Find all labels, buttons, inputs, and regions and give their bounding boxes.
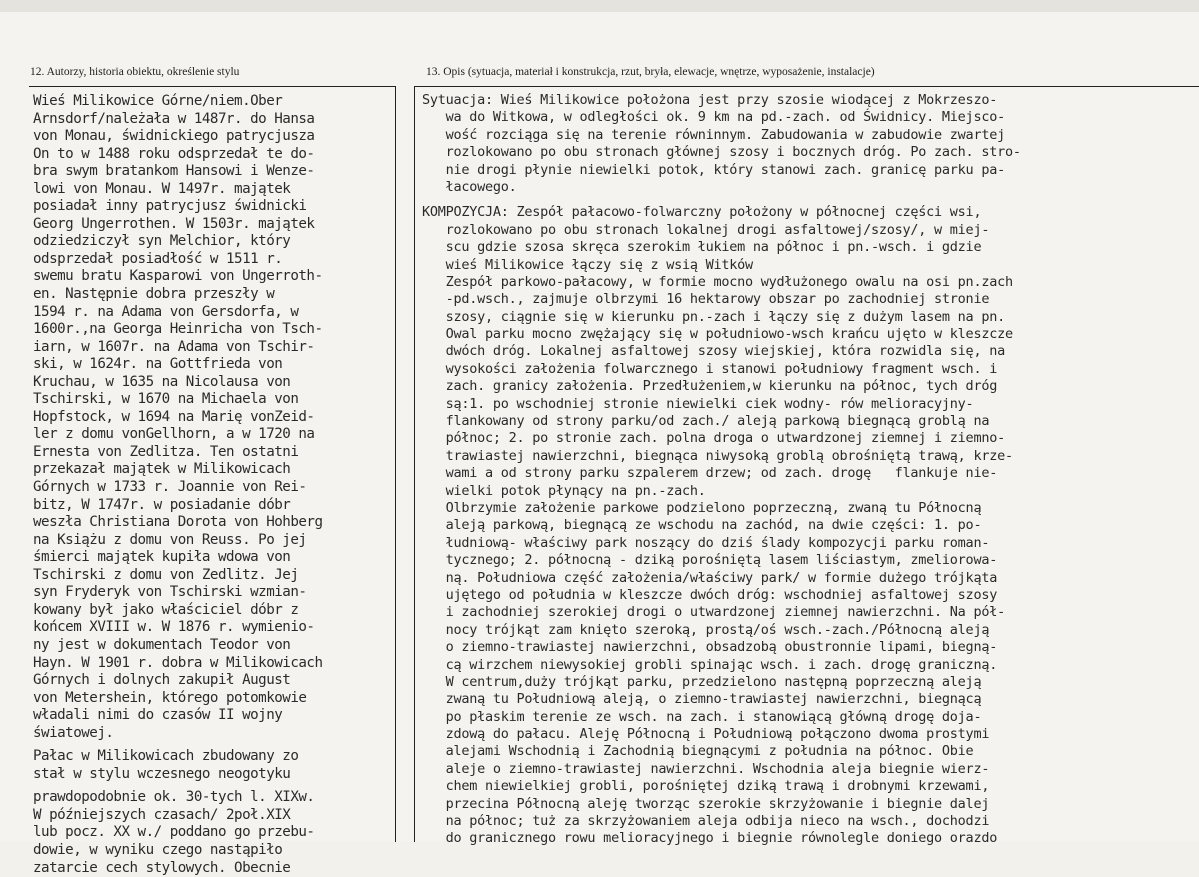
text-line: rozlokowano po obu stronach lokalnej drogi asfaltowej/szosy/, w miej- bbox=[422, 221, 990, 238]
text-line: wa do Witkowa, w odległości ok. 9 km na pd.-zach. od Świdnicy. Miejsco- bbox=[422, 109, 1005, 126]
text-line: po płaskim terenie ze wsch. na zach. i stanowiącą główną drogę doja- bbox=[422, 708, 982, 725]
text-line: W centrum,duży trójkąt parku, przedzielono następną poprzeczną aleją bbox=[422, 673, 982, 690]
text-line: władali nimi do czasów II wojny bbox=[33, 707, 283, 724]
text-line: bitz, W 1747r. w posiadanie dóbr bbox=[33, 496, 291, 513]
text-line: KOMPOZYCJA: Zespół pałacowo-folwarczny położony w północnej części wsi, bbox=[422, 204, 982, 221]
text-line: On to w 1488 roku odsprzedał te do- bbox=[33, 145, 315, 162]
text-line: wysokości założenia folwarcznego i stanowi południowy fragment wsch. i bbox=[422, 360, 998, 377]
text-line: swemu bratu Kasparowi von Ungerroth- bbox=[33, 268, 323, 285]
text-line: Ernesta von Zedlitza. Ten ostatni bbox=[33, 443, 299, 460]
text-line: bra swym bratankom Hansowi i Wenze- bbox=[33, 163, 315, 180]
text-line: stał w stylu wczesnego neogotyku bbox=[33, 765, 291, 782]
text-line: Olbrzymie założenie parkowe podzielono poprzeczną, zwaną tu Północną bbox=[422, 499, 982, 516]
text-line: dowie, w wyniku czego nastąpiło bbox=[33, 841, 283, 858]
text-line: Wieś Milikowice Górne/niem.Ober bbox=[33, 93, 283, 109]
text-line: 1600r.,na Georga Heinricha von Tsch- bbox=[33, 321, 323, 338]
text-line: ujętego od południa w kleszcze dwóch dróg: wschodniej asfaltowej szosy bbox=[422, 586, 998, 603]
text-line: zach. granicy założenia. Przedłużeniem,w kierunku na północ, tych dróg bbox=[422, 378, 998, 395]
text-line: Sytuacja: Wieś Milikowice położona jest przy szosie wiodącej z Mokrzeszo- bbox=[422, 92, 998, 108]
text-line: rozlokowano po obu stronach głównej szosy i bocznych dróg. Po zach. stro- bbox=[422, 144, 1021, 161]
text-line: nie drogi płynie niewielki potok, który stanowi zach. granicę parku pa- bbox=[422, 161, 1005, 178]
text-line: kowany był jako właściciel dóbr z bbox=[33, 601, 299, 618]
text-line: łudniową- właściwy park noszący do dziś ślady kompozycji parku roman- bbox=[422, 534, 990, 551]
text-line: iarn, w 1607r. na Adama von Tschir- bbox=[33, 338, 315, 355]
text-line: śmierci majątek kupiła wdowa von bbox=[33, 549, 291, 566]
text-line: 1594 r. na Adama von Gersdorfa, w bbox=[33, 303, 299, 320]
text-line: tycznego; 2. północną - dziką porośniętą lasem liściastym, zmeliorowa- bbox=[422, 552, 998, 569]
text-line: odziedziczył syn Melchior, który bbox=[33, 233, 291, 250]
text-line: Tschirski, w 1670 na Michaela von bbox=[33, 391, 299, 408]
text-line: światowej. bbox=[33, 724, 114, 741]
text-line: dwóch dróg. Lokalnej asfaltowej szosy wiejskiej, która rozwidla się, na bbox=[422, 343, 1005, 360]
history-paragraph-2 bbox=[33, 748, 395, 783]
text-line: von Monau, świdnickiego patrycjusza bbox=[33, 128, 315, 145]
text-line: zdową do pałacu. Aleję Północną i Południową połączono dwoma prostymi bbox=[422, 726, 990, 743]
history-text-column bbox=[33, 93, 395, 877]
text-line: -pd.wsch., zajmuje olbrzymi 16 hektarowy obszar po zachodniej stronie bbox=[422, 291, 990, 308]
text-line: Owal parku mocno zwężający się w południowo-wsch krańcu ujęto w kleszcze bbox=[422, 326, 1013, 343]
text-line: weszła Christiana Dorota von Hohberg bbox=[33, 514, 323, 531]
text-line: wielki potok płynący na pn.-zach. bbox=[422, 482, 706, 499]
text-line: Arnsdorf/należała w 1487r. do Hansa bbox=[33, 110, 315, 127]
text-line: ny jest w dokumentach Teodor von bbox=[33, 636, 291, 653]
kompozycja-paragraph bbox=[422, 204, 1197, 847]
history-paragraph-3 bbox=[33, 789, 395, 877]
section-12-label: 12. Autorzy, historia obiektu, określenie stylu bbox=[30, 66, 240, 78]
text-line: Zespół parkowo-pałacowy, w formie mocno wydłużonego owalu na osi pn.zach bbox=[422, 273, 1013, 290]
text-line: aleją parkową, biegnącą ze wschodu na zachód, na dwie części: 1. po- bbox=[422, 517, 982, 534]
text-line: Kruchau, w 1635 na Nicolausa von bbox=[33, 373, 291, 390]
text-line: W późniejszych czasach/ 2poł.XIX bbox=[33, 806, 291, 823]
text-line: do granicznego rowu melioracyjnego i biegnie równolegle doniego orazdo bbox=[422, 830, 998, 847]
text-line: zwaną tu Południową aleją, o ziemno-trawiastej nawierzchni, biegnącą bbox=[422, 691, 982, 708]
text-line: wość rozciąga się na terenie równinnym. Zabudowania w zabudowie zwartej bbox=[422, 126, 1005, 143]
text-line: prawdopodobnie ok. 30-tych l. XIXw. bbox=[33, 789, 315, 806]
text-line: wieś Milikowice łączy się z wsią Witków bbox=[422, 256, 753, 273]
text-line: Tschirski z domu von Zedlitz. Jej bbox=[33, 566, 299, 583]
text-line: ski, w 1624r. na Gottfrieda von bbox=[33, 356, 283, 373]
history-paragraph-1 bbox=[33, 93, 395, 742]
text-line: syn Fryderyk von Tschirski wzmian- bbox=[33, 584, 307, 601]
text-line: przecina Północną aleję tworząc szerokie skrzyżowanie i biegnie dalej bbox=[422, 795, 990, 812]
text-line: Hopfstock, w 1694 na Marię vonZeid- bbox=[33, 408, 315, 425]
text-line: końcem XVIII w. W 1876 r. wymienio- bbox=[33, 619, 315, 636]
text-line: aleje o ziemno-trawiastej nawierzchni. Wschodnia aleja biegnie wierz- bbox=[422, 760, 990, 777]
text-line: na północ; tuż za skrzyżowaniem aleja odbija nieco na wsch., dochodzi bbox=[422, 813, 990, 830]
text-line: przekazał majątek w Milikowicach bbox=[33, 461, 291, 478]
text-line: szosy, ciągnie się w kierunku pn.-zach i łączy się z dużym lasem na pn. bbox=[422, 308, 1005, 325]
text-line: nocy trójkąt zam knięto szeroką, prostą/oś wsch.-zach./Północną aleją bbox=[422, 621, 990, 638]
text-line: von Metershein, którego potomkowie bbox=[33, 689, 307, 706]
text-line: ną. Południowa część założenia/właściwy park/ w formie dużego trójkąta bbox=[422, 569, 998, 586]
text-line: cą wirzchem niewysokiej grobli spinając wsch. i zach. drogę graniczną. bbox=[422, 656, 998, 673]
text-line: i zachodniej szerokiej drogi o utwardzonej ziemnej nawierzchni. Na pół- bbox=[422, 604, 1005, 621]
section-13-label: 13. Opis (sytuacja, materiał i konstrukcja, rzut, bryła, elewacje, wnętrze, wyposażenie, instalacje) bbox=[426, 66, 875, 78]
text-line: lub pocz. XX w./ poddano go przebu- bbox=[33, 824, 315, 841]
text-line: wami a od strony parku szpalerem drzew; od zach. drogę flankuje nie- bbox=[422, 465, 998, 482]
text-line: Górnych w 1733 r. Joannie von Rei- bbox=[33, 479, 307, 496]
text-line: alejami Wschodnią i Zachodnią biegnącymi z południa na północ. Obie bbox=[422, 743, 974, 760]
text-line: zatarcie cech stylowych. Obecnie bbox=[33, 859, 291, 876]
text-line: chem niewielkiej grobli, porośniętej dziką trawą i drobnymi krzewami, bbox=[422, 778, 990, 795]
text-line: scu gdzie szosa skręca szerokim łukiem na północ i pn.-wsch. i gdzie bbox=[422, 239, 982, 256]
text-line: flankowany od strony parku/od zach./ aleją parkową biegnącą groblą na bbox=[422, 413, 990, 430]
text-line: trawiastej nawierzchni, biegnąca niwysoką groblą obrośniętą trawą, krze- bbox=[422, 447, 1013, 464]
text-line: Górnych i dolnych zakupił August bbox=[33, 672, 291, 689]
text-line: Georg Ungerrothen. W 1503r. majątek bbox=[33, 215, 315, 232]
description-text-column bbox=[422, 92, 1197, 848]
text-line: odsprzedał posiadłość w 1511 r. bbox=[33, 250, 283, 267]
text-line: Hayn. W 1901 r. dobra w Milikowicach bbox=[33, 654, 323, 671]
text-line: północ; 2. po stronie zach. polna droga o utwardzonej ziemnej i ziemno- bbox=[422, 430, 1005, 447]
text-line: o ziemno-trawiastej nawierzchni, obsadzobą obustronnie lipami, biegną- bbox=[422, 639, 998, 656]
text-line: en. Następnie dobra przeszły w bbox=[33, 286, 275, 303]
page-top-edge bbox=[0, 0, 1199, 12]
text-line: Pałac w Milikowicach zbudowany zo bbox=[33, 748, 299, 765]
text-line: ler z domu vonGellhorn, a w 1720 na bbox=[33, 426, 315, 443]
text-line: posiadał inny patrycjusz świdnicki bbox=[33, 198, 307, 215]
sytuacja-paragraph bbox=[422, 92, 1197, 196]
text-line: łacowego. bbox=[422, 178, 517, 195]
text-line: na Książu z domu von Reuss. Po jej bbox=[33, 531, 307, 548]
text-line: są:1. po wschodniej stronie niewielki ciek wodny- rów melioracyjny- bbox=[422, 395, 974, 412]
text-line: lowi von Monau. W 1497r. majątek bbox=[33, 180, 291, 197]
